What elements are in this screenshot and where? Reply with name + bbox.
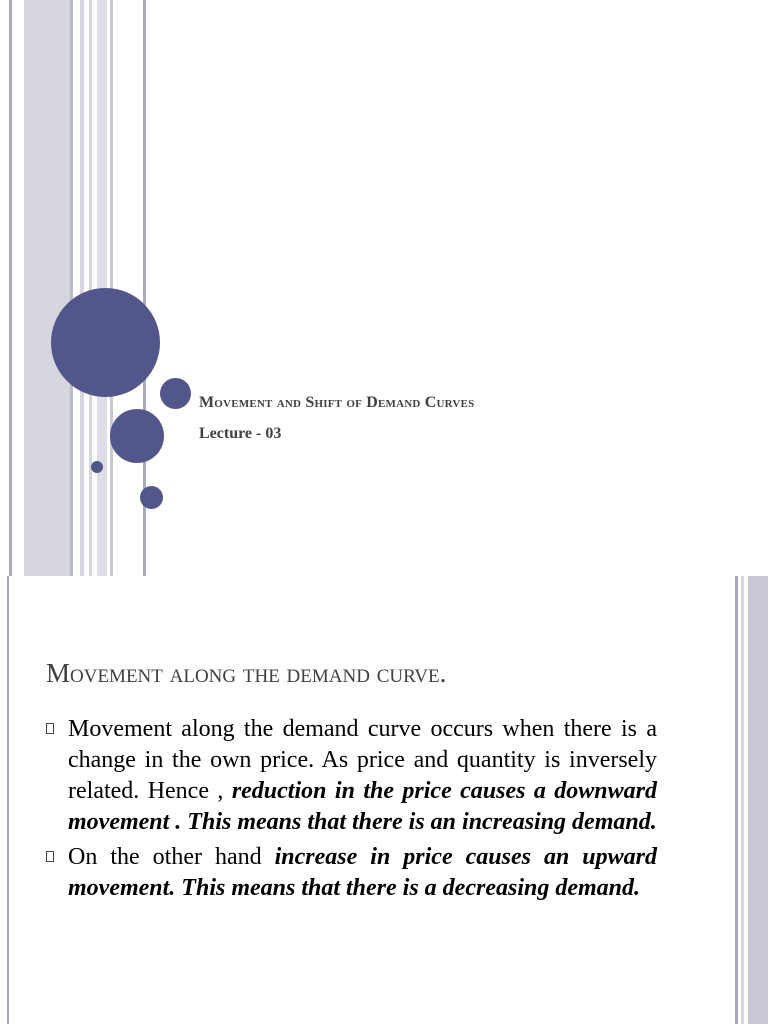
decor-circle-large: [51, 288, 160, 397]
list-item: [46, 842, 657, 904]
decor-circle-medium: [110, 409, 164, 463]
decor-bar: [80, 0, 84, 576]
slide-title: Movement and Shift of Demand Curves: [199, 394, 475, 411]
content-slide: [0, 576, 768, 1024]
decor-bar: [24, 0, 70, 576]
decor-bar: [89, 0, 92, 576]
decor-bar: [741, 576, 744, 1024]
decor-bar: [7, 576, 9, 1024]
decor-circle-tiny: [91, 461, 103, 473]
slide-subtitle: Lecture - 03: [199, 425, 282, 442]
decor-circle-small: [160, 378, 191, 409]
decor-bar: [9, 0, 12, 576]
bullet-text: On the other hand: [68, 844, 275, 870]
decor-bar: [748, 576, 768, 1024]
bullet-icon: [46, 851, 54, 862]
bullet-text: Movement along the demand curve occurs when there is a change in the own price. As price and quantity is inversely related. Hence ,: [68, 716, 657, 804]
bullet-list: [46, 714, 657, 908]
decor-bar: [70, 0, 73, 576]
slide-title: Movement along the demand curve.: [46, 658, 447, 688]
decor-bar: [735, 576, 738, 1024]
decor-circle-small: [140, 486, 163, 509]
bullet-emphasis: increase in price causes an upward movement. This means that there is a decreasing demand.: [68, 844, 657, 901]
bullet-emphasis: reduction in the price causes a downward movement . This means that there is an increasing demand.: [68, 778, 657, 835]
bullet-icon: [46, 723, 54, 734]
list-item: [46, 714, 657, 838]
